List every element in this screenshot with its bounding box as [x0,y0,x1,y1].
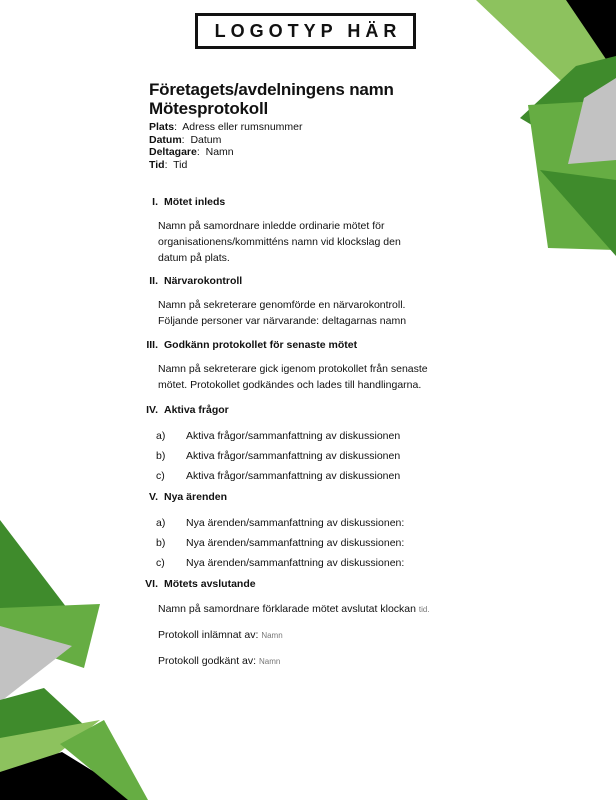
closing-text: Protokoll godkänt av: [158,655,257,667]
section-heading-approve-minutes [134,339,357,351]
section-title: Aktiva frågor [164,404,229,416]
closing-line-submitted-by [158,627,458,644]
list-item-text: Aktiva frågor/sammanfattning av diskussionen [186,450,401,462]
list-item-text: Aktiva frågor/sammanfattning av diskussionen [186,430,401,442]
section-title: Mötets avslutande [164,578,256,590]
section-number: III. [146,339,158,351]
paragraph-line: Följande personer var närvarande: deltagarnas namn [158,315,407,327]
list-item-text: Nya ärenden/sammanfattning av diskussionen: [186,517,405,529]
meta-value: Adress eller rumsnummer [182,121,303,133]
section-number: V. [149,491,158,503]
section-paragraph-roll-call [158,297,458,329]
list-item [156,517,404,529]
meta-label: Plats [149,121,175,133]
paragraph-line: datum på plats. [158,252,230,264]
paragraph-line: Namn på sekreterare genomförde en närvarokontroll. [158,299,406,311]
paragraph-line: organisationens/kommitténs namn vid klockslag den [158,236,401,248]
company-name: Företagets/avdelningens namn [149,80,394,99]
list-item-letter: b) [156,450,166,462]
meta-value: Tid [173,158,188,171]
section-heading-opening [134,196,225,208]
list-item-letter: c) [156,557,165,569]
section-heading-new-business [134,491,227,503]
section-paragraph-opening [158,218,458,266]
closing-placeholder: tid. [418,605,430,614]
section-number: VI. [145,578,158,590]
meta-row-time: Tid: Tid [149,158,188,171]
meta-value: Namn [205,146,234,158]
closing-placeholder: Namn [261,631,283,640]
section-title: Närvarokontroll [164,275,243,287]
section-paragraph-approve-minutes [158,361,458,393]
section-heading-active-issues [134,404,229,416]
paragraph-line: Namn på sekreterare gick igenom protokollet från senaste [158,363,428,375]
closing-line-adjourned [158,601,458,618]
logo-placeholder [195,13,416,49]
section-title: Nya ärenden [164,491,228,503]
list-item-text: Aktiva frågor/sammanfattning av diskussionen [186,470,401,482]
section-number: II. [149,275,158,287]
meta-value: Datum [190,133,222,146]
section-number: IV. [146,404,158,416]
list-item [156,450,400,462]
section-number: I. [152,196,158,208]
closing-text: Namn på samordnare förklarade mötet avslutat klockan [158,603,416,615]
paragraph-line: mötet. Protokollet godkändes och lades till handlingarna. [158,379,422,391]
meta-label: Tid [149,158,165,171]
meta-row-participants: Deltagare: Namn [149,146,234,158]
list-item-letter: b) [156,537,166,549]
meta-row-date: Datum: Datum [149,133,222,146]
list-item-text: Nya ärenden/sammanfattning av diskussionen: [186,537,405,549]
meeting-meta [149,121,449,171]
meta-label: Deltagare [149,146,197,158]
closing-text: Protokoll inlämnat av: [158,629,259,641]
section-title: Mötet inleds [164,196,226,208]
document-header [149,80,449,171]
section-title: Godkänn protokollet för senaste mötet [164,339,358,351]
list-item-letter: a) [156,517,166,529]
list-item-letter: a) [156,430,166,442]
list-item-letter: c) [156,470,165,482]
section-heading-adjournment [134,578,256,590]
list-item [156,430,400,442]
document-title: Mötesprotokoll [149,99,269,118]
list-item-text: Nya ärenden/sammanfattning av diskussionen: [186,557,405,569]
closing-line-approved-by [158,653,458,670]
list-item [156,557,404,569]
logo-text: LOGOTYP HÄR [214,20,402,41]
list-item [156,470,400,482]
paragraph-line: Namn på samordnare inledde ordinarie mötet för [158,220,385,232]
meta-label: Datum [149,133,182,146]
meta-row-location: Plats: Adress eller rumsnummer [149,121,303,133]
closing-placeholder: Namn [258,657,281,666]
section-heading-roll-call [134,275,242,287]
list-item [156,537,404,549]
